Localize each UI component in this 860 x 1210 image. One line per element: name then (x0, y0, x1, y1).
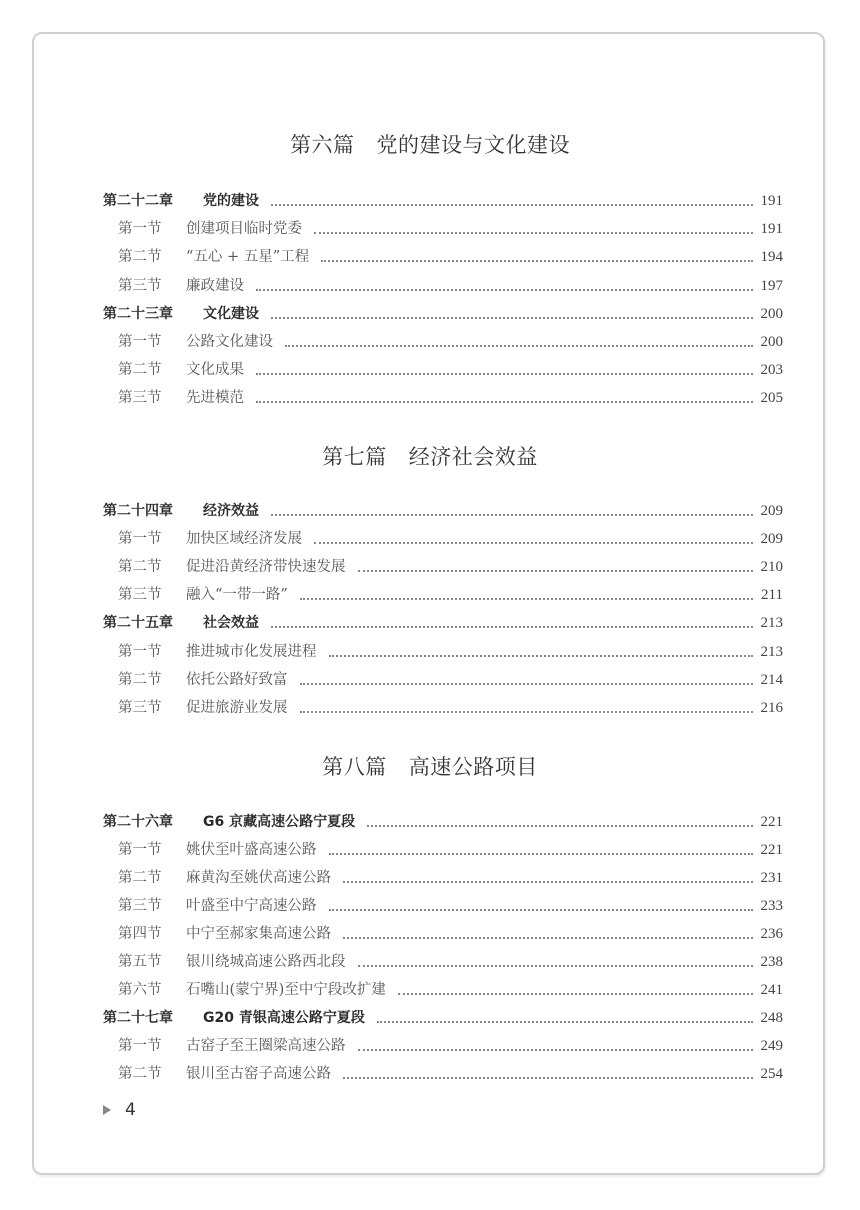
page-number: 238 (760, 954, 783, 970)
dot-leader (358, 570, 753, 572)
part-name: 经济社会效益 (408, 445, 538, 469)
chapter-title: 文化建设 (203, 306, 259, 322)
section-title: 推进城市化发展进程 (186, 644, 317, 660)
chapter-title: G6 京藏高速公路宁夏段 (203, 814, 356, 830)
section-number: 第一节 (118, 531, 162, 547)
dot-leader (321, 260, 752, 262)
folio-page-number: 4 (125, 1100, 136, 1120)
triangle-right-icon (103, 1105, 111, 1115)
dot-leader (398, 993, 753, 995)
chapter-title: 经济效益 (203, 503, 259, 519)
part-title (0, 752, 860, 782)
page-number: 248 (760, 1010, 783, 1026)
toc-chapter-row[interactable] (103, 190, 783, 212)
section-title: 促进沿黄经济带快速发展 (186, 559, 346, 575)
section-title: 先进模范 (186, 390, 244, 406)
section-number: 第一节 (118, 842, 162, 858)
section-title: 公路文化建设 (186, 334, 273, 350)
chapter-number: 第二十六章 (103, 814, 173, 830)
section-number: 第一节 (118, 221, 162, 237)
section-title: “五心 + 五星”工程 (186, 249, 310, 265)
section-number: 第三节 (118, 700, 162, 716)
page-number: 241 (760, 982, 783, 998)
toc-section-row[interactable] (118, 556, 783, 578)
dot-leader (256, 289, 753, 291)
chapter-title: G20 青银高速公路宁夏段 (203, 1010, 365, 1026)
page-number: 197 (760, 278, 783, 294)
toc-chapter-row[interactable] (103, 303, 783, 325)
page-number: 200 (760, 306, 783, 322)
part-number: 第八篇 (322, 755, 387, 779)
chapter-title: 党的建设 (203, 193, 259, 209)
dot-leader (329, 909, 753, 911)
toc-section-row[interactable] (118, 218, 783, 240)
section-title: 银川绕城高速公路西北段 (186, 954, 346, 970)
section-title: 依托公路好致富 (186, 672, 288, 688)
toc-section-row[interactable] (118, 528, 783, 550)
dot-leader (358, 1049, 753, 1051)
toc-section-row[interactable] (118, 867, 783, 889)
section-number: 第三节 (118, 278, 162, 294)
section-title: 加快区域经济发展 (186, 531, 302, 547)
toc-chapter-row[interactable] (103, 1007, 783, 1029)
dot-leader (300, 711, 753, 713)
dot-leader (300, 598, 753, 600)
dot-leader (329, 853, 753, 855)
dot-leader (343, 881, 753, 883)
page-number: 209 (760, 531, 783, 547)
section-number: 第三节 (118, 898, 162, 914)
section-number: 第二节 (118, 1066, 162, 1082)
part-number: 第七篇 (322, 445, 387, 469)
page-number: 214 (760, 672, 783, 688)
page-footer (103, 1100, 136, 1120)
section-title: 促进旅游业发展 (186, 700, 288, 716)
dot-leader (271, 317, 753, 319)
dot-leader (343, 1077, 753, 1079)
chapter-number: 第二十二章 (103, 193, 173, 209)
page-number: 231 (760, 870, 783, 886)
part-title (0, 442, 860, 472)
dot-leader (271, 204, 753, 206)
toc-section-row[interactable] (118, 979, 783, 1001)
page-number: 249 (760, 1038, 783, 1054)
section-title: 中宁至郝家集高速公路 (186, 926, 331, 942)
section-number: 第一节 (118, 334, 162, 350)
toc-section-row[interactable] (118, 331, 783, 353)
dot-leader (314, 542, 753, 544)
part-number: 第六篇 (290, 133, 355, 157)
dot-leader (314, 232, 753, 234)
section-title: 叶盛至中宁高速公路 (186, 898, 317, 914)
toc-chapter-row[interactable] (103, 500, 783, 522)
toc-chapter-row[interactable] (103, 612, 783, 634)
toc-section-row[interactable] (118, 387, 783, 409)
part-title (0, 130, 860, 160)
toc-section-row[interactable] (118, 923, 783, 945)
page-number: 194 (760, 249, 783, 265)
page-number: 205 (760, 390, 783, 406)
section-number: 第五节 (118, 954, 162, 970)
section-title: 廉政建设 (186, 278, 244, 294)
chapter-number: 第二十七章 (103, 1010, 173, 1026)
chapter-number: 第二十三章 (103, 306, 173, 322)
section-title: 文化成果 (186, 362, 244, 378)
section-title: 麻黄沟至姚伏高速公路 (186, 870, 331, 886)
section-number: 第六节 (118, 982, 162, 998)
section-title: 姚伏至叶盛高速公路 (186, 842, 317, 858)
chapter-number: 第二十五章 (103, 615, 173, 631)
page-number: 213 (760, 615, 783, 631)
section-number: 第四节 (118, 926, 162, 942)
page-number: 209 (760, 503, 783, 519)
section-title: 创建项目临时党委 (186, 221, 302, 237)
dot-leader (367, 825, 752, 827)
page-number: 216 (760, 700, 783, 716)
page-number: 221 (760, 814, 783, 830)
toc-section-row[interactable] (118, 697, 783, 719)
toc-section-row[interactable] (118, 1063, 783, 1085)
page-number: 213 (760, 644, 783, 660)
page-number: 211 (761, 587, 783, 603)
section-number: 第三节 (118, 587, 162, 603)
page-number: 191 (760, 193, 783, 209)
section-number: 第二节 (118, 672, 162, 688)
page-number: 191 (760, 221, 783, 237)
dot-leader (300, 683, 753, 685)
dot-leader (271, 514, 753, 516)
toc-section-row[interactable] (118, 1035, 783, 1057)
toc-section-row[interactable] (118, 895, 783, 917)
part-name: 高速公路项目 (408, 755, 538, 779)
section-title: 融入“一带一路” (186, 587, 288, 603)
dot-leader (377, 1021, 753, 1023)
page-number: 221 (760, 842, 783, 858)
chapter-number: 第二十四章 (103, 503, 173, 519)
dot-leader (271, 626, 753, 628)
dot-leader (256, 401, 753, 403)
page-number: 210 (760, 559, 783, 575)
section-title: 古窑子至王圈梁高速公路 (186, 1038, 346, 1054)
section-number: 第一节 (118, 1038, 162, 1054)
part-name: 党的建设与文化建设 (376, 133, 570, 157)
section-number: 第二节 (118, 559, 162, 575)
toc-chapter-row[interactable] (103, 811, 783, 833)
page-number: 254 (760, 1066, 783, 1082)
section-title: 银川至古窑子高速公路 (186, 1066, 331, 1082)
toc-section-row[interactable] (118, 839, 783, 861)
dot-leader (329, 655, 753, 657)
toc-section-row[interactable] (118, 246, 783, 268)
section-title: 石嘴山(蒙宁界)至中宁段改扩建 (186, 982, 386, 998)
toc-section-row[interactable] (118, 641, 783, 663)
chapter-title: 社会效益 (203, 615, 259, 631)
section-number: 第二节 (118, 249, 162, 265)
toc-section-row[interactable] (118, 951, 783, 973)
section-number: 第一节 (118, 644, 162, 660)
dot-leader (256, 373, 753, 375)
section-number: 第二节 (118, 362, 162, 378)
dot-leader (358, 965, 753, 967)
dot-leader (285, 345, 753, 347)
page-number: 200 (760, 334, 783, 350)
toc-section-row[interactable] (118, 584, 783, 606)
section-number: 第二节 (118, 870, 162, 886)
page-number: 236 (760, 926, 783, 942)
page-number: 233 (760, 898, 783, 914)
toc-section-row[interactable] (118, 669, 783, 691)
section-number: 第三节 (118, 390, 162, 406)
toc-section-row[interactable] (118, 275, 783, 297)
dot-leader (343, 937, 753, 939)
page-number: 203 (760, 362, 783, 378)
toc-section-row[interactable] (118, 359, 783, 381)
